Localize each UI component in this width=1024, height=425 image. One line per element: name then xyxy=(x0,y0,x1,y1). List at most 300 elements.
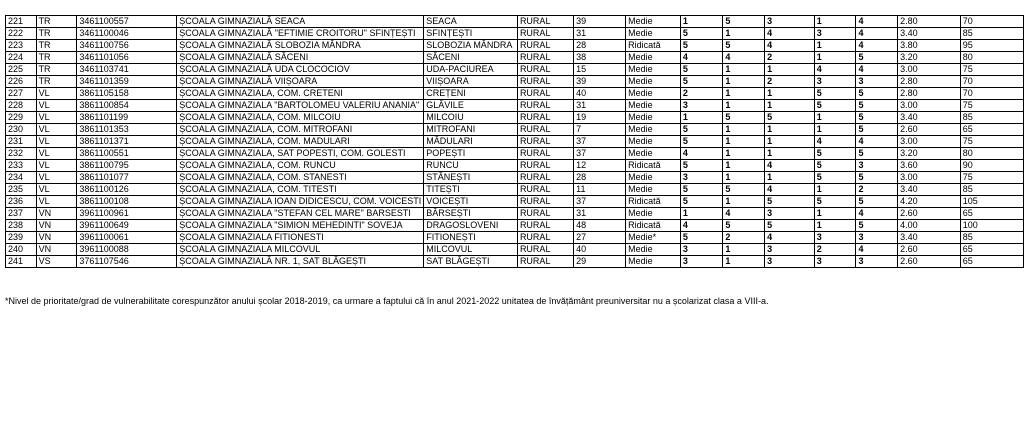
cell-score-2: 1 xyxy=(723,28,765,40)
cell-score-4: 3 xyxy=(814,76,856,88)
cell-county-code: VL xyxy=(36,172,77,184)
cell-average-score: 3.40 xyxy=(898,232,961,244)
cell-score-4: 1 xyxy=(814,52,856,64)
cell-school-name: ȘCOALA GIMNAZIALA, COM. MADULARI xyxy=(177,136,424,148)
table-row xyxy=(6,52,1024,64)
cell-percent-score: 65 xyxy=(960,256,1023,268)
footnote: *Nivel de prioritate/grad de vulnerabilitate corespunzător anului școlar 2018-2019, ca urmare a faptului că în anul 2021-2022 unitatea de învățământ preuniversitar nu a școlarizat clasa a VIII-a. xyxy=(5,296,769,306)
cell-row-number: 228 xyxy=(6,100,37,112)
cell-score-4: 1 xyxy=(814,184,856,196)
cell-score-2: 1 xyxy=(723,244,765,256)
cell-area-type: RURAL xyxy=(517,136,573,148)
cell-area-type: RURAL xyxy=(517,172,573,184)
table-row xyxy=(6,28,1024,40)
cell-percent-score: 65 xyxy=(960,244,1023,256)
cell-score-2: 5 xyxy=(723,220,765,232)
cell-locality: VOICEȘTI xyxy=(424,196,518,208)
cell-row-number: 230 xyxy=(6,124,37,136)
cell-school-name: ȘCOALA GIMNAZIALA MILCOVUL xyxy=(177,244,424,256)
cell-enrollment: 31 xyxy=(574,208,626,220)
cell-locality: MILCOIU xyxy=(424,112,518,124)
cell-locality: FITIONEȘTI xyxy=(424,232,518,244)
cell-school-code: 3461103741 xyxy=(77,64,177,76)
cell-area-type: RURAL xyxy=(517,232,573,244)
cell-school-code: 3961100961 xyxy=(77,208,177,220)
cell-score-3: 4 xyxy=(765,160,815,172)
cell-county-code: VN xyxy=(36,220,77,232)
cell-school-code: 3861100108 xyxy=(77,196,177,208)
cell-score-5: 5 xyxy=(856,88,898,100)
cell-priority-level: Medie xyxy=(626,28,681,40)
cell-percent-score: 85 xyxy=(960,184,1023,196)
cell-area-type: RURAL xyxy=(517,184,573,196)
cell-locality: BÂRSEȘTI xyxy=(424,208,518,220)
cell-percent-score: 65 xyxy=(960,208,1023,220)
cell-score-3: 3 xyxy=(765,244,815,256)
cell-row-number: 222 xyxy=(6,28,37,40)
cell-score-1: 4 xyxy=(680,52,723,64)
cell-score-5: 4 xyxy=(856,28,898,40)
cell-area-type: RURAL xyxy=(517,76,573,88)
cell-school-code: 3961100649 xyxy=(77,220,177,232)
cell-priority-level: Medie xyxy=(626,76,681,88)
cell-score-5: 3 xyxy=(856,256,898,268)
cell-score-2: 2 xyxy=(723,232,765,244)
cell-school-name: ȘCOALA GIMNAZIALA, COM. MILCOIU xyxy=(177,112,424,124)
cell-percent-score: 100 xyxy=(960,220,1023,232)
cell-percent-score: 70 xyxy=(960,88,1023,100)
cell-score-3: 1 xyxy=(765,100,815,112)
cell-school-code: 3861101371 xyxy=(77,136,177,148)
cell-school-code: 3861101353 xyxy=(77,124,177,136)
cell-average-score: 3.40 xyxy=(898,184,961,196)
table-row xyxy=(6,184,1024,196)
cell-score-2: 1 xyxy=(723,172,765,184)
cell-enrollment: 37 xyxy=(574,136,626,148)
table-row xyxy=(6,160,1024,172)
cell-enrollment: 37 xyxy=(574,148,626,160)
cell-row-number: 235 xyxy=(6,184,37,196)
cell-school-code: 3461101056 xyxy=(77,52,177,64)
cell-locality: SAT BLĂGEȘTI xyxy=(424,256,518,268)
cell-school-name: ȘCOALA GIMNAZIALA IOAN DIDICESCU, COM. VOICESTI xyxy=(177,196,424,208)
cell-score-2: 1 xyxy=(723,196,765,208)
cell-row-number: 221 xyxy=(6,16,37,28)
cell-score-1: 2 xyxy=(680,88,723,100)
cell-score-5: 5 xyxy=(856,172,898,184)
cell-score-1: 5 xyxy=(680,196,723,208)
cell-score-5: 3 xyxy=(856,76,898,88)
cell-priority-level: Ridicată xyxy=(626,160,681,172)
cell-average-score: 3.00 xyxy=(898,100,961,112)
cell-school-code: 3861100795 xyxy=(77,160,177,172)
cell-area-type: RURAL xyxy=(517,52,573,64)
cell-score-2: 1 xyxy=(723,136,765,148)
cell-percent-score: 70 xyxy=(960,76,1023,88)
cell-average-score: 2.80 xyxy=(898,88,961,100)
cell-percent-score: 65 xyxy=(960,124,1023,136)
table-row xyxy=(6,124,1024,136)
cell-county-code: TR xyxy=(36,52,77,64)
cell-area-type: RURAL xyxy=(517,28,573,40)
cell-score-3: 1 xyxy=(765,172,815,184)
cell-school-code: 3461100756 xyxy=(77,40,177,52)
cell-priority-level: Medie xyxy=(626,64,681,76)
cell-percent-score: 75 xyxy=(960,172,1023,184)
cell-county-code: VL xyxy=(36,160,77,172)
cell-enrollment: 39 xyxy=(574,16,626,28)
cell-average-score: 2.60 xyxy=(898,244,961,256)
cell-average-score: 3.20 xyxy=(898,148,961,160)
cell-school-name: ȘCOALA GIMNAZIALA, SAT POPESTI, COM. GOLESTI xyxy=(177,148,424,160)
cell-priority-level: Medie xyxy=(626,148,681,160)
cell-score-4: 4 xyxy=(814,64,856,76)
table-row xyxy=(6,88,1024,100)
cell-priority-level: Medie xyxy=(626,172,681,184)
cell-locality: SĂCENI xyxy=(424,52,518,64)
cell-score-3: 5 xyxy=(765,220,815,232)
cell-priority-level: Ridicată xyxy=(626,40,681,52)
cell-area-type: RURAL xyxy=(517,148,573,160)
cell-score-3: 3 xyxy=(765,256,815,268)
cell-row-number: 237 xyxy=(6,208,37,220)
cell-school-name: ȘCOALA GIMNAZIALA, COM. CRETENI xyxy=(177,88,424,100)
cell-score-3: 4 xyxy=(765,40,815,52)
cell-score-2: 1 xyxy=(723,256,765,268)
cell-area-type: RURAL xyxy=(517,112,573,124)
cell-score-5: 4 xyxy=(856,208,898,220)
cell-priority-level: Medie xyxy=(626,52,681,64)
cell-county-code: VN xyxy=(36,208,77,220)
cell-enrollment: 31 xyxy=(574,28,626,40)
cell-enrollment: 48 xyxy=(574,220,626,232)
cell-score-1: 5 xyxy=(680,64,723,76)
cell-average-score: 3.20 xyxy=(898,52,961,64)
cell-score-2: 5 xyxy=(723,40,765,52)
cell-score-5: 3 xyxy=(856,232,898,244)
cell-school-name: ȘCOALA GIMNAZIALA, COM. TITESTI xyxy=(177,184,424,196)
cell-average-score: 2.80 xyxy=(898,16,961,28)
cell-score-4: 5 xyxy=(814,196,856,208)
cell-score-5: 5 xyxy=(856,100,898,112)
table-body xyxy=(6,16,1024,268)
cell-score-2: 1 xyxy=(723,160,765,172)
cell-school-name: ȘCOALA GIMNAZIALA "BARTOLOMEU VALERIU ANANIA" xyxy=(177,100,424,112)
cell-county-code: TR xyxy=(36,16,77,28)
cell-locality: POPEȘTI xyxy=(424,148,518,160)
cell-score-5: 4 xyxy=(856,40,898,52)
cell-enrollment: 29 xyxy=(574,256,626,268)
cell-score-4: 5 xyxy=(814,88,856,100)
cell-enrollment: 27 xyxy=(574,232,626,244)
cell-school-name: ȘCOALA GIMNAZIALĂ UDA CLOCOCIOV xyxy=(177,64,424,76)
cell-score-4: 5 xyxy=(814,100,856,112)
cell-percent-score: 80 xyxy=(960,148,1023,160)
table-row xyxy=(6,220,1024,232)
table-row xyxy=(6,232,1024,244)
cell-locality: CREȚENI xyxy=(424,88,518,100)
table-row xyxy=(6,208,1024,220)
cell-row-number: 229 xyxy=(6,112,37,124)
cell-average-score: 3.40 xyxy=(898,112,961,124)
cell-county-code: VL xyxy=(36,136,77,148)
cell-score-1: 3 xyxy=(680,172,723,184)
cell-county-code: TR xyxy=(36,76,77,88)
cell-average-score: 2.60 xyxy=(898,124,961,136)
cell-county-code: VL xyxy=(36,148,77,160)
cell-school-code: 3461100557 xyxy=(77,16,177,28)
cell-row-number: 240 xyxy=(6,244,37,256)
cell-school-code: 3961100088 xyxy=(77,244,177,256)
cell-priority-level: Medie xyxy=(626,208,681,220)
cell-score-1: 1 xyxy=(680,16,723,28)
cell-average-score: 3.80 xyxy=(898,40,961,52)
table-row xyxy=(6,196,1024,208)
cell-score-5: 4 xyxy=(856,136,898,148)
cell-row-number: 233 xyxy=(6,160,37,172)
cell-score-4: 3 xyxy=(814,232,856,244)
cell-enrollment: 40 xyxy=(574,244,626,256)
cell-row-number: 231 xyxy=(6,136,37,148)
cell-locality: DRAGOSLOVENI xyxy=(424,220,518,232)
cell-score-3: 4 xyxy=(765,232,815,244)
cell-county-code: VL xyxy=(36,100,77,112)
cell-average-score: 2.80 xyxy=(898,76,961,88)
cell-score-3: 1 xyxy=(765,136,815,148)
cell-school-name: ȘCOALA GIMNAZIALĂ SLOBOZIA MÂNDRA xyxy=(177,40,424,52)
cell-score-2: 4 xyxy=(723,208,765,220)
cell-percent-score: 90 xyxy=(960,160,1023,172)
cell-score-4: 1 xyxy=(814,208,856,220)
cell-enrollment: 39 xyxy=(574,76,626,88)
cell-score-1: 4 xyxy=(680,220,723,232)
cell-percent-score: 75 xyxy=(960,136,1023,148)
cell-percent-score: 95 xyxy=(960,40,1023,52)
cell-school-name: ȘCOALA GIMNAZIALĂ NR. 1, SAT BLĂGEȘTI xyxy=(177,256,424,268)
cell-area-type: RURAL xyxy=(517,196,573,208)
cell-row-number: 234 xyxy=(6,172,37,184)
cell-score-1: 3 xyxy=(680,256,723,268)
cell-average-score: 3.00 xyxy=(898,136,961,148)
cell-county-code: VN xyxy=(36,232,77,244)
cell-locality: SFINȚEȘTI xyxy=(424,28,518,40)
cell-row-number: 238 xyxy=(6,220,37,232)
cell-score-1: 5 xyxy=(680,76,723,88)
cell-score-2: 4 xyxy=(723,52,765,64)
cell-score-3: 3 xyxy=(765,16,815,28)
cell-score-2: 1 xyxy=(723,148,765,160)
table-row xyxy=(6,76,1024,88)
cell-average-score: 2.60 xyxy=(898,208,961,220)
cell-school-name: ȘCOALA GIMNAZIALA, COM. MITROFANI xyxy=(177,124,424,136)
cell-score-5: 4 xyxy=(856,244,898,256)
cell-row-number: 226 xyxy=(6,76,37,88)
cell-priority-level: Medie xyxy=(626,256,681,268)
cell-school-name: ȘCOALA GIMNAZIALĂ SĂCENI xyxy=(177,52,424,64)
table-row xyxy=(6,100,1024,112)
cell-school-name: ȘCOALA GIMNAZIALĂ VIIȘOARA xyxy=(177,76,424,88)
cell-school-name: ȘCOALA GIMNAZIALA, COM. STANESTI xyxy=(177,172,424,184)
cell-score-4: 1 xyxy=(814,220,856,232)
cell-school-code: 3961100061 xyxy=(77,232,177,244)
cell-school-code: 3461100046 xyxy=(77,28,177,40)
cell-score-4: 2 xyxy=(814,244,856,256)
schools-table xyxy=(5,15,1024,268)
cell-priority-level: Medie xyxy=(626,16,681,28)
cell-score-3: 4 xyxy=(765,28,815,40)
cell-score-3: 5 xyxy=(765,112,815,124)
table-row xyxy=(6,64,1024,76)
cell-score-2: 1 xyxy=(723,76,765,88)
cell-area-type: RURAL xyxy=(517,244,573,256)
cell-score-4: 1 xyxy=(814,124,856,136)
cell-enrollment: 15 xyxy=(574,64,626,76)
table-row xyxy=(6,136,1024,148)
cell-locality: SEACA xyxy=(424,16,518,28)
cell-county-code: TR xyxy=(36,40,77,52)
table-row xyxy=(6,112,1024,124)
cell-score-3: 2 xyxy=(765,76,815,88)
cell-area-type: RURAL xyxy=(517,208,573,220)
cell-school-name: ȘCOALA GIMNAZIALA FITIONESTI xyxy=(177,232,424,244)
cell-priority-level: Medie xyxy=(626,124,681,136)
cell-school-code: 3861100551 xyxy=(77,148,177,160)
cell-area-type: RURAL xyxy=(517,160,573,172)
cell-school-code: 3861100854 xyxy=(77,100,177,112)
cell-row-number: 232 xyxy=(6,148,37,160)
cell-enrollment: 7 xyxy=(574,124,626,136)
cell-row-number: 223 xyxy=(6,40,37,52)
cell-county-code: VL xyxy=(36,112,77,124)
cell-locality: STĂNEȘTI xyxy=(424,172,518,184)
cell-score-4: 1 xyxy=(814,16,856,28)
cell-enrollment: 19 xyxy=(574,112,626,124)
cell-score-4: 5 xyxy=(814,148,856,160)
cell-enrollment: 40 xyxy=(574,88,626,100)
table-row xyxy=(6,148,1024,160)
cell-score-3: 1 xyxy=(765,148,815,160)
cell-score-1: 1 xyxy=(680,208,723,220)
cell-percent-score: 85 xyxy=(960,28,1023,40)
cell-school-code: 3861100126 xyxy=(77,184,177,196)
cell-row-number: 239 xyxy=(6,232,37,244)
table-row xyxy=(6,256,1024,268)
cell-score-3: 3 xyxy=(765,208,815,220)
cell-row-number: 236 xyxy=(6,196,37,208)
cell-score-5: 5 xyxy=(856,196,898,208)
cell-score-1: 4 xyxy=(680,148,723,160)
cell-score-1: 3 xyxy=(680,244,723,256)
cell-percent-score: 75 xyxy=(960,100,1023,112)
cell-score-1: 1 xyxy=(680,112,723,124)
cell-average-score: 3.40 xyxy=(898,28,961,40)
cell-average-score: 3.00 xyxy=(898,64,961,76)
cell-enrollment: 28 xyxy=(574,40,626,52)
cell-school-code: 3761107546 xyxy=(77,256,177,268)
cell-score-3: 1 xyxy=(765,64,815,76)
cell-county-code: TR xyxy=(36,64,77,76)
cell-score-4: 3 xyxy=(814,28,856,40)
cell-county-code: VL xyxy=(36,88,77,100)
cell-percent-score: 85 xyxy=(960,232,1023,244)
cell-score-3: 4 xyxy=(765,184,815,196)
cell-score-3: 5 xyxy=(765,196,815,208)
cell-priority-level: Medie xyxy=(626,112,681,124)
cell-priority-level: Medie xyxy=(626,244,681,256)
cell-school-name: ȘCOALA GIMNAZIALĂ "EFTIMIE CROITORU" SFINȚEȘTI xyxy=(177,28,424,40)
table-row xyxy=(6,244,1024,256)
cell-score-5: 4 xyxy=(856,16,898,28)
cell-score-1: 5 xyxy=(680,40,723,52)
cell-score-2: 5 xyxy=(723,16,765,28)
table-row xyxy=(6,172,1024,184)
cell-area-type: RURAL xyxy=(517,100,573,112)
cell-score-4: 5 xyxy=(814,160,856,172)
cell-score-2: 1 xyxy=(723,64,765,76)
cell-average-score: 3.60 xyxy=(898,160,961,172)
cell-priority-level: Medie xyxy=(626,88,681,100)
cell-enrollment: 31 xyxy=(574,100,626,112)
cell-row-number: 241 xyxy=(6,256,37,268)
cell-area-type: RURAL xyxy=(517,256,573,268)
cell-score-1: 5 xyxy=(680,124,723,136)
cell-percent-score: 75 xyxy=(960,64,1023,76)
cell-area-type: RURAL xyxy=(517,16,573,28)
cell-county-code: TR xyxy=(36,28,77,40)
cell-percent-score: 70 xyxy=(960,16,1023,28)
cell-enrollment: 12 xyxy=(574,160,626,172)
cell-school-name: ȘCOALA GIMNAZIALA, COM. RUNCU xyxy=(177,160,424,172)
cell-locality: TITEȘTI xyxy=(424,184,518,196)
cell-percent-score: 85 xyxy=(960,112,1023,124)
cell-score-1: 5 xyxy=(680,28,723,40)
cell-locality: MILCOVUL xyxy=(424,244,518,256)
cell-area-type: RURAL xyxy=(517,40,573,52)
cell-average-score: 4.00 xyxy=(898,220,961,232)
cell-average-score: 3.00 xyxy=(898,172,961,184)
cell-school-name: ȘCOALA GIMNAZIALA "SIMION MEHEDINTI" SOVEJA xyxy=(177,220,424,232)
cell-locality: SLOBOZIA MÂNDRA xyxy=(424,40,518,52)
cell-enrollment: 28 xyxy=(574,172,626,184)
table-row xyxy=(6,40,1024,52)
cell-percent-score: 80 xyxy=(960,52,1023,64)
cell-priority-level: Ridicată xyxy=(626,196,681,208)
cell-county-code: VL xyxy=(36,124,77,136)
cell-county-code: VN xyxy=(36,244,77,256)
cell-score-4: 4 xyxy=(814,136,856,148)
cell-area-type: RURAL xyxy=(517,88,573,100)
cell-score-2: 1 xyxy=(723,88,765,100)
cell-score-5: 3 xyxy=(856,160,898,172)
cell-score-3: 1 xyxy=(765,124,815,136)
cell-score-4: 1 xyxy=(814,112,856,124)
cell-school-name: ȘCOALA GIMNAZIALA "STEFAN CEL MARE" BARSESTI xyxy=(177,208,424,220)
cell-priority-level: Medie xyxy=(626,184,681,196)
cell-score-1: 5 xyxy=(680,232,723,244)
cell-priority-level: Medie* xyxy=(626,232,681,244)
cell-score-1: 5 xyxy=(680,184,723,196)
cell-priority-level: Ridicată xyxy=(626,220,681,232)
cell-enrollment: 11 xyxy=(574,184,626,196)
cell-county-code: VL xyxy=(36,184,77,196)
cell-score-5: 5 xyxy=(856,52,898,64)
cell-school-code: 3861101077 xyxy=(77,172,177,184)
cell-locality: UDA-PACIUREA xyxy=(424,64,518,76)
cell-score-2: 5 xyxy=(723,112,765,124)
cell-school-name: ȘCOALA GIMNAZIALĂ SEACA xyxy=(177,16,424,28)
cell-score-4: 1 xyxy=(814,40,856,52)
cell-score-1: 5 xyxy=(680,160,723,172)
